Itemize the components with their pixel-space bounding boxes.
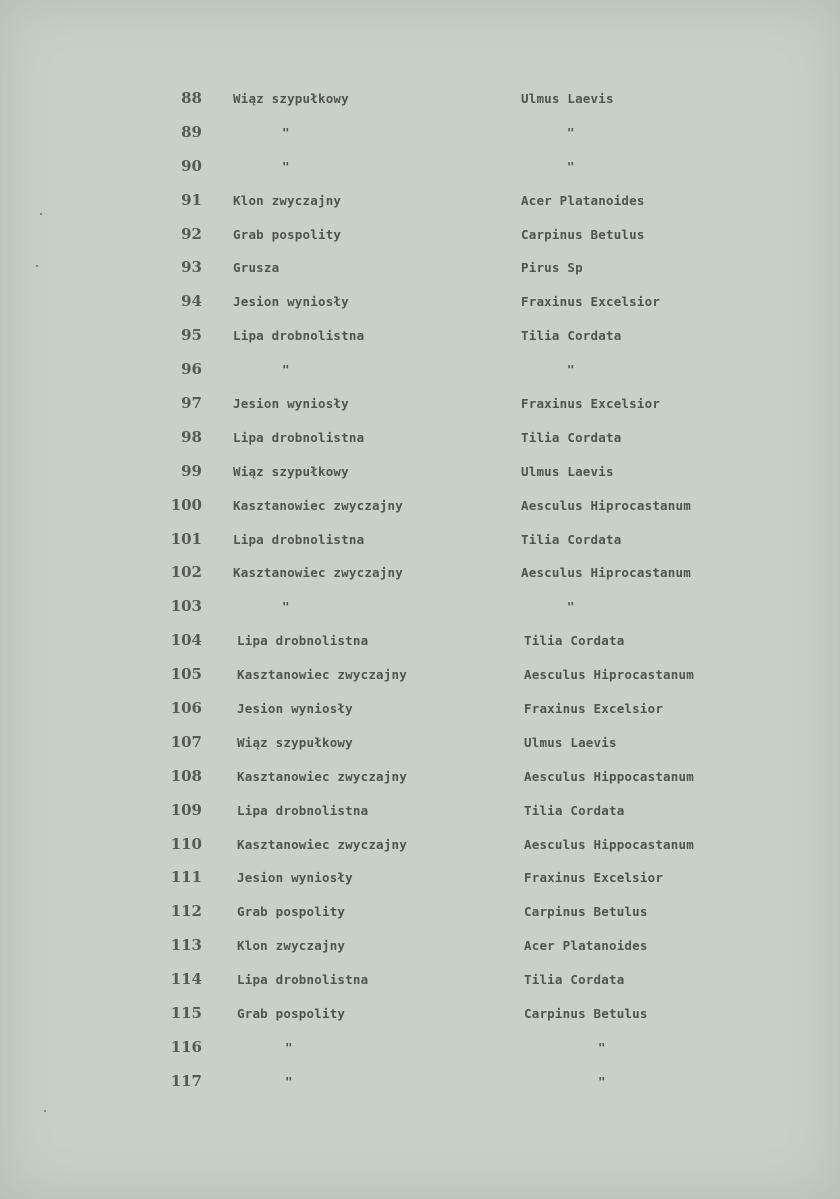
latin-name: Aesculus Hiprocastanum: [521, 565, 691, 581]
polish-name: Wiąz szypułkowy: [233, 91, 349, 106]
polish-name: Kasztanowiec zwyczajny: [237, 768, 407, 784]
ditto-mark-polish: ": [282, 124, 290, 140]
latin-name: Aesculus Hiprocastanum: [521, 497, 691, 513]
row-number: 93: [181, 258, 202, 277]
polish-name: Lipa drobnolistna: [237, 802, 369, 818]
table-row: [0, 116, 840, 150]
polish-name: Klon zwyczajny: [233, 192, 342, 208]
latin-name: Fraxinus Excelsior: [521, 294, 661, 310]
table-row: [0, 523, 840, 557]
row-number: 107: [170, 732, 202, 751]
row-number: 94: [181, 292, 202, 311]
paper-speck: [44, 1110, 46, 1112]
table-row: [0, 895, 840, 929]
polish-name: Kasztanowiec zwyczajny: [237, 836, 407, 852]
row-number: 103: [170, 597, 202, 616]
table-row: [0, 590, 840, 624]
row-number: 91: [181, 190, 202, 209]
ditto-mark-polish: ": [282, 158, 290, 174]
polish-name: Grab pospolity: [237, 1006, 346, 1022]
polish-name: Lipa drobnolistna: [233, 531, 365, 547]
latin-name: Fraxinus Excelsior: [521, 396, 661, 412]
polish-name: Jesion wyniosły: [233, 294, 349, 310]
row-number: 117: [170, 1071, 202, 1090]
row-number: 115: [170, 1004, 202, 1023]
latin-name: Carpinus Betulus: [524, 1006, 648, 1022]
row-number: 105: [170, 665, 202, 684]
row-number: 108: [170, 766, 202, 785]
polish-name: Jesion wyniosły: [237, 701, 353, 717]
row-number: 110: [170, 834, 202, 853]
latin-name: Carpinus Betulus: [521, 226, 645, 242]
table-row: [0, 861, 840, 895]
table-row: [0, 963, 840, 997]
row-number: 89: [181, 122, 202, 141]
ditto-mark-polish: ": [285, 1039, 293, 1055]
row-number: 99: [181, 461, 202, 480]
latin-name: Ulmus Laevis: [521, 91, 614, 106]
ditto-mark-polish: ": [282, 362, 290, 378]
table-row: [0, 828, 840, 862]
table-row: [0, 150, 840, 184]
table-row: [0, 997, 840, 1031]
row-number: 88: [181, 89, 202, 107]
latin-name: Acer Platanoides: [524, 938, 648, 954]
ditto-mark-latin: ": [567, 599, 575, 615]
table-row: [0, 387, 840, 421]
latin-name: Tilia Cordata: [521, 531, 622, 547]
latin-name: Pirus Sp: [521, 260, 583, 276]
latin-name: Carpinus Betulus: [524, 904, 648, 920]
polish-name: Grusza: [233, 260, 280, 276]
latin-name: Tilia Cordata: [524, 802, 625, 818]
table-row: [0, 421, 840, 455]
table-row: [0, 285, 840, 319]
row-number: 102: [170, 563, 202, 582]
polish-name: Lipa drobnolistna: [237, 633, 369, 649]
polish-name: Grab pospolity: [233, 226, 342, 242]
polish-name: Jesion wyniosły: [237, 870, 353, 886]
table-row: [0, 319, 840, 353]
latin-name: Ulmus Laevis: [521, 463, 614, 479]
polish-name: Kasztanowiec zwyczajny: [233, 497, 403, 513]
latin-name: Fraxinus Excelsior: [524, 701, 664, 717]
table-row: [0, 184, 840, 218]
polish-name: Wiąz szypułkowy: [237, 734, 353, 750]
table-row: [0, 1031, 840, 1065]
row-number: 116: [170, 1037, 202, 1056]
table-row: [0, 1065, 840, 1099]
latin-name: Aesculus Hiprocastanum: [524, 667, 694, 683]
table-row: [0, 455, 840, 489]
table-row: [0, 556, 840, 590]
row-number: 95: [181, 326, 202, 345]
ditto-mark-latin: ": [567, 124, 575, 140]
ditto-mark-latin: ": [598, 1039, 606, 1055]
polish-name: Grab pospolity: [237, 904, 346, 920]
ditto-mark-latin: ": [567, 158, 575, 174]
polish-name: Lipa drobnolistna: [237, 972, 369, 988]
table-row: [0, 760, 840, 794]
ditto-mark-polish: ": [282, 599, 290, 615]
table-row: [0, 658, 840, 692]
polish-name: Klon zwyczajny: [237, 938, 346, 954]
row-number: 96: [181, 360, 202, 379]
ditto-mark-latin: ": [567, 362, 575, 378]
row-number: 97: [181, 394, 202, 413]
latin-name: Tilia Cordata: [521, 328, 622, 344]
ditto-mark-latin: ": [598, 1073, 606, 1089]
ditto-mark-polish: ": [285, 1073, 293, 1089]
latin-name: Tilia Cordata: [524, 633, 625, 649]
row-number: 104: [170, 631, 202, 650]
latin-name: Acer Platanoides: [521, 192, 645, 208]
latin-name: Aesculus Hippocastanum: [524, 768, 694, 784]
latin-name: Ulmus Laevis: [524, 734, 617, 750]
polish-name: Kasztanowiec zwyczajny: [233, 565, 403, 581]
table-row: [0, 624, 840, 658]
row-number: 114: [170, 970, 202, 989]
row-number: 100: [170, 495, 202, 514]
row-number: 90: [181, 156, 202, 175]
table-row: [0, 218, 840, 252]
table-row: [0, 82, 840, 116]
row-number: 106: [170, 699, 202, 718]
row-number: 98: [181, 427, 202, 446]
latin-name: Fraxinus Excelsior: [524, 870, 664, 886]
polish-name: Lipa drobnolistna: [233, 429, 365, 445]
polish-name: Jesion wyniosły: [233, 396, 349, 412]
tree-species-table: [0, 82, 840, 1099]
latin-name: Tilia Cordata: [524, 972, 625, 988]
table-row: [0, 489, 840, 523]
row-number: 111: [170, 868, 202, 887]
polish-name: Wiąz szypułkowy: [233, 463, 349, 479]
row-number: 101: [170, 529, 202, 548]
table-row: [0, 692, 840, 726]
row-number: 113: [170, 936, 202, 955]
table-row: [0, 353, 840, 387]
row-number: 92: [181, 224, 202, 243]
table-row: [0, 794, 840, 828]
polish-name: Kasztanowiec zwyczajny: [237, 667, 407, 683]
row-number: 112: [170, 902, 202, 921]
polish-name: Lipa drobnolistna: [233, 328, 365, 344]
latin-name: Tilia Cordata: [521, 429, 622, 445]
latin-name: Aesculus Hippocastanum: [524, 836, 694, 852]
table-row: [0, 726, 840, 760]
table-row: [0, 929, 840, 963]
row-number: 109: [170, 800, 202, 819]
table-row: [0, 251, 840, 285]
